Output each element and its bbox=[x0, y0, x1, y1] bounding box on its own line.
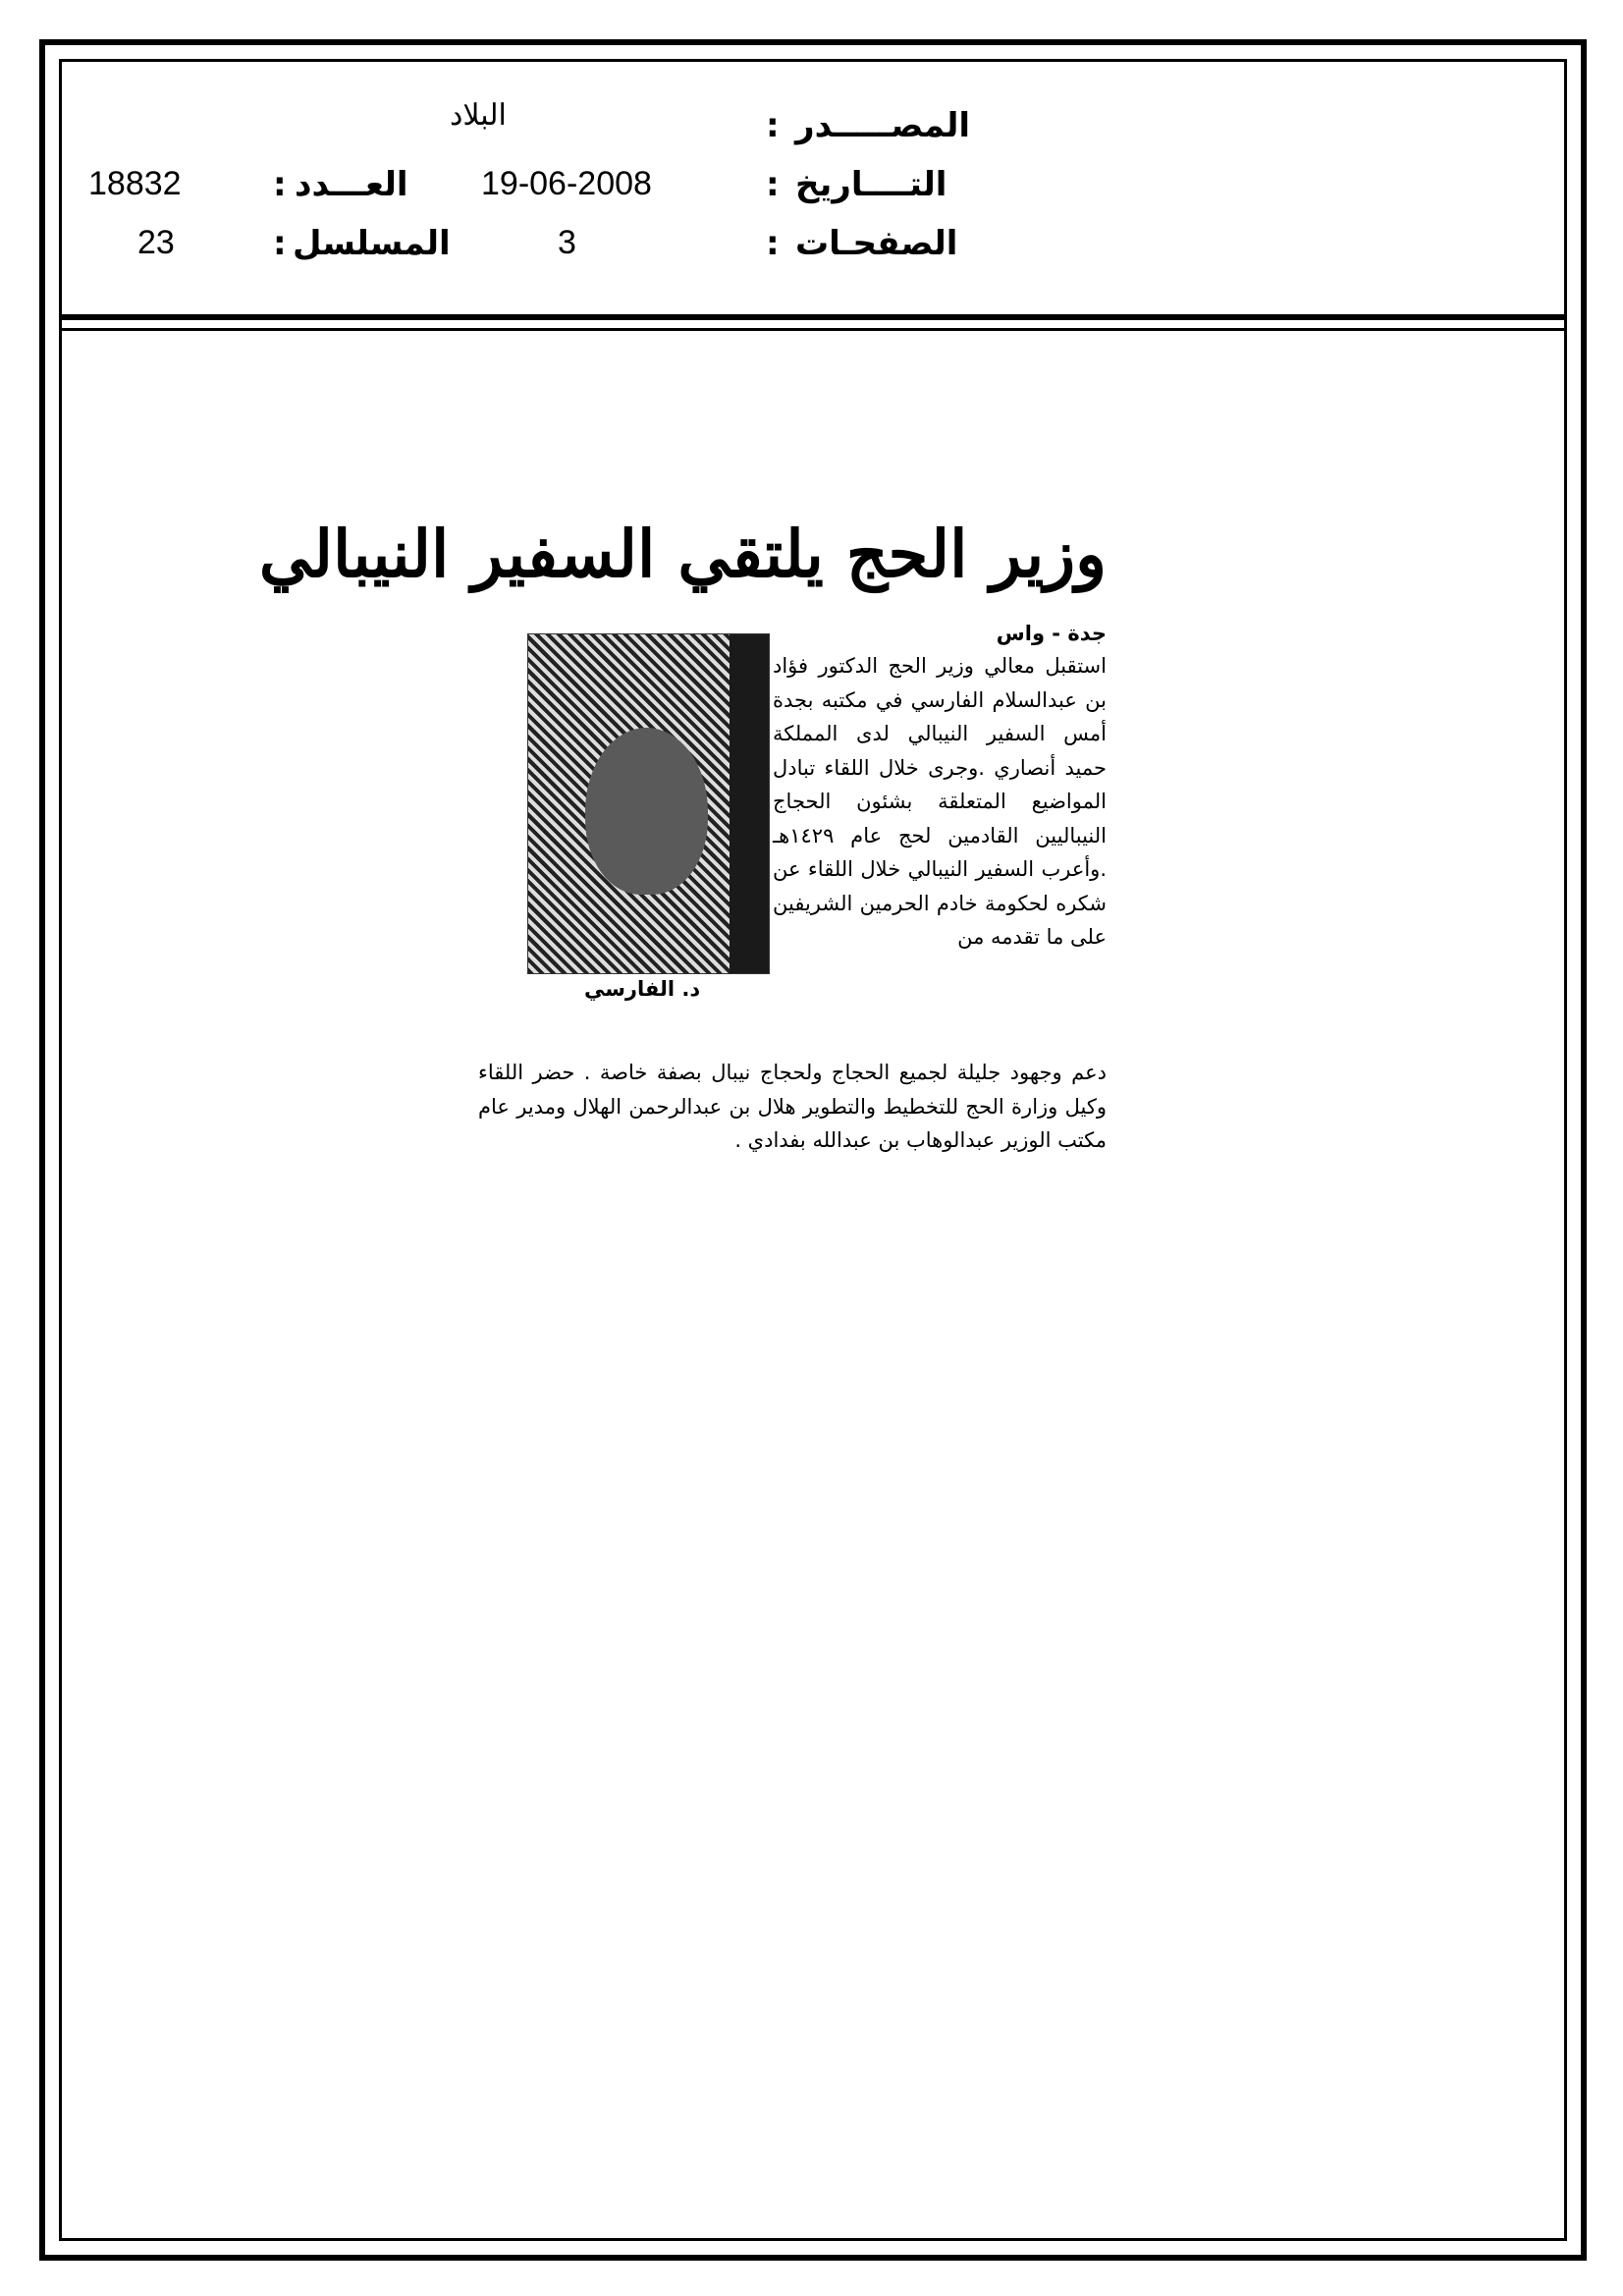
source-label: المصـــــدر bbox=[795, 106, 971, 145]
serial-value: 23 bbox=[137, 224, 175, 261]
article-dateline: جدة - واس bbox=[996, 622, 1107, 645]
date-label: التــــاريخ bbox=[795, 165, 947, 204]
article-body-text: دعم وجهود جليلة لجميع الحجاج ولحجاج نيبال بصفة خاصة . حضر اللقاء وكيل وزارة الحج للتخطيط والتطوير هلال بن عبدالرحمن الهلال ومدير عام مكتب الوزير عبدالوهاب بن عبدالله بفدادي . bbox=[478, 1061, 1107, 1152]
portrait-photo bbox=[527, 633, 770, 974]
article-headline: وزير الحج يلتقي السفير النيبالي bbox=[258, 516, 1107, 592]
issue-label: العـــدد bbox=[295, 165, 408, 204]
source-value: البلاد bbox=[450, 99, 507, 132]
date-value: 19-06-2008 bbox=[481, 165, 652, 202]
photo-caption: د. الفارسي bbox=[584, 977, 701, 1001]
date-colon: : bbox=[766, 165, 780, 204]
pages-colon: : bbox=[766, 224, 780, 263]
header-divider bbox=[59, 314, 1567, 320]
header-divider-thin bbox=[59, 328, 1567, 331]
article-column-text: استقبل معالي وزير الحج الدكتور فؤاد بن عبدالسلام الفارسي في مكتبه بجدة أمس السفير النيبالي لدى المملكة حميد أنصاري .وجرى خلال اللقاء تبادل المواضيع المتعلقة بشئون الحجاج النيباليين القادمين لحج عام ١٤٢٩هـ .وأعرب السفير النيبالي خلال اللقاء عن شكره لحكومة خادم الحرمين الشريفين على ما تقدمه من bbox=[773, 654, 1107, 949]
serial-label: المسلسل bbox=[293, 224, 451, 263]
photo-face bbox=[585, 728, 708, 895]
serial-colon: : bbox=[273, 224, 287, 263]
pages-value: 3 bbox=[558, 224, 576, 261]
issue-value: 18832 bbox=[88, 165, 182, 202]
pages-label: الصفحـات bbox=[795, 224, 958, 263]
news-clipping bbox=[258, 506, 1136, 1154]
photo-background bbox=[730, 634, 769, 973]
issue-colon: : bbox=[273, 165, 287, 204]
source-colon: : bbox=[766, 106, 780, 145]
